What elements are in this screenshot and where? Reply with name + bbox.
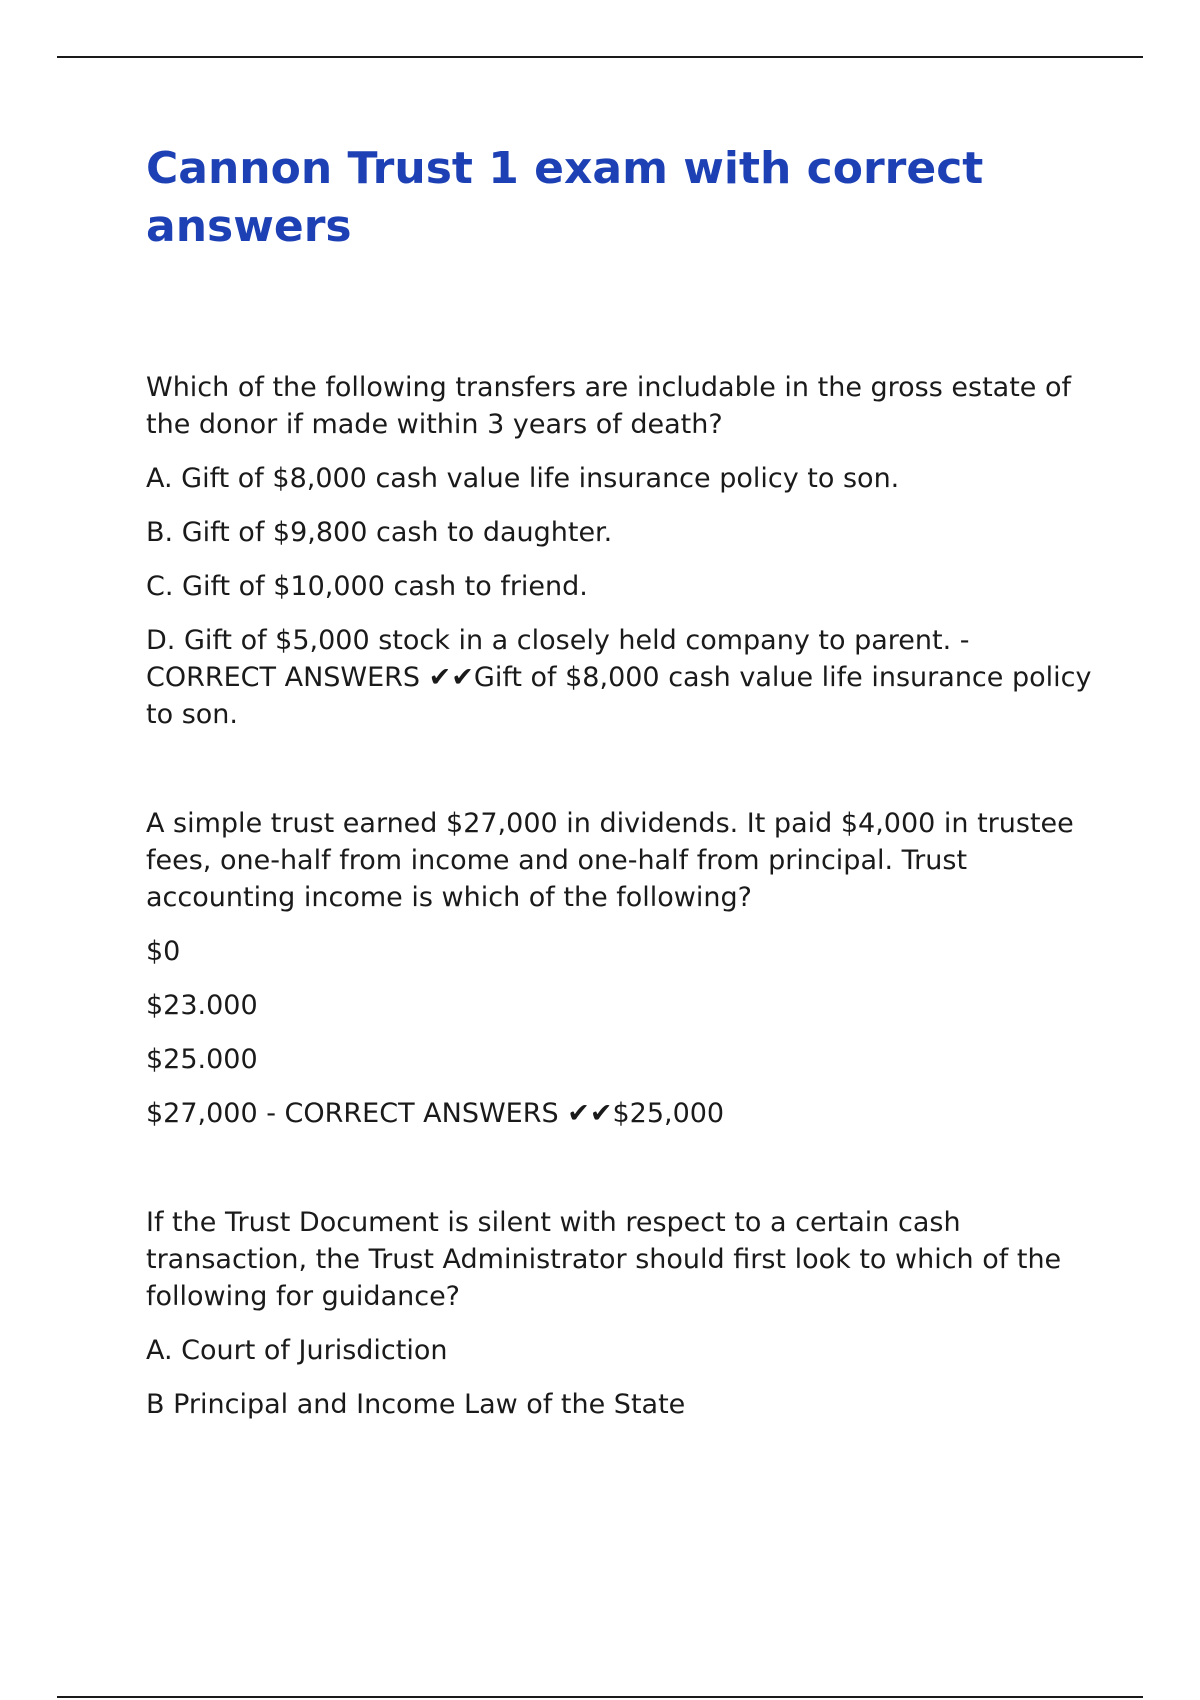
- question-block: [146, 1204, 1096, 1423]
- answer-option-with-correct-answer: $27,000 - CORRECT ANSWERS ✔✔$25,000: [146, 1098, 725, 1129]
- answer-option: B. Gift of $9,800 cash to daughter.: [146, 517, 613, 548]
- answer-option: B Principal and Income Law of the State: [146, 1389, 686, 1420]
- answer-option-with-correct-answer: D. Gift of $5,000 stock in a closely held company to parent. - CORRECT ANSWERS ✔✔Gift of $8,000 cash value life insurance policy to son.: [146, 625, 1092, 730]
- page-content: [146, 140, 1096, 1440]
- answer-option: $23.000: [146, 990, 258, 1021]
- question-block: [146, 805, 1096, 1132]
- question-text: Which of the following transfers are includable in the gross estate of the donor if made within 3 years of death?: [146, 372, 1072, 440]
- answer-option: C. Gift of $10,000 cash to friend.: [146, 571, 588, 602]
- answer-option: $0: [146, 936, 181, 967]
- footer-rule: [57, 1696, 1143, 1698]
- answer-option: $25.000: [146, 1044, 258, 1075]
- answer-option: A. Gift of $8,000 cash value life insurance policy to son.: [146, 463, 900, 494]
- question-text: A simple trust earned $27,000 in dividends. It paid $4,000 in trustee fees, one-half from income and one-half from principal. Trust accounting income is which of the following?: [146, 808, 1074, 913]
- page-title: Cannon Trust 1 exam with correct answers: [146, 143, 984, 252]
- header-rule: [57, 56, 1143, 58]
- answer-option: A. Court of Jurisdiction: [146, 1335, 448, 1366]
- question-block: [146, 369, 1096, 733]
- question-text: If the Trust Document is silent with respect to a certain cash transaction, the Trust Administrator should first look to which of the following for guidance?: [146, 1207, 1062, 1312]
